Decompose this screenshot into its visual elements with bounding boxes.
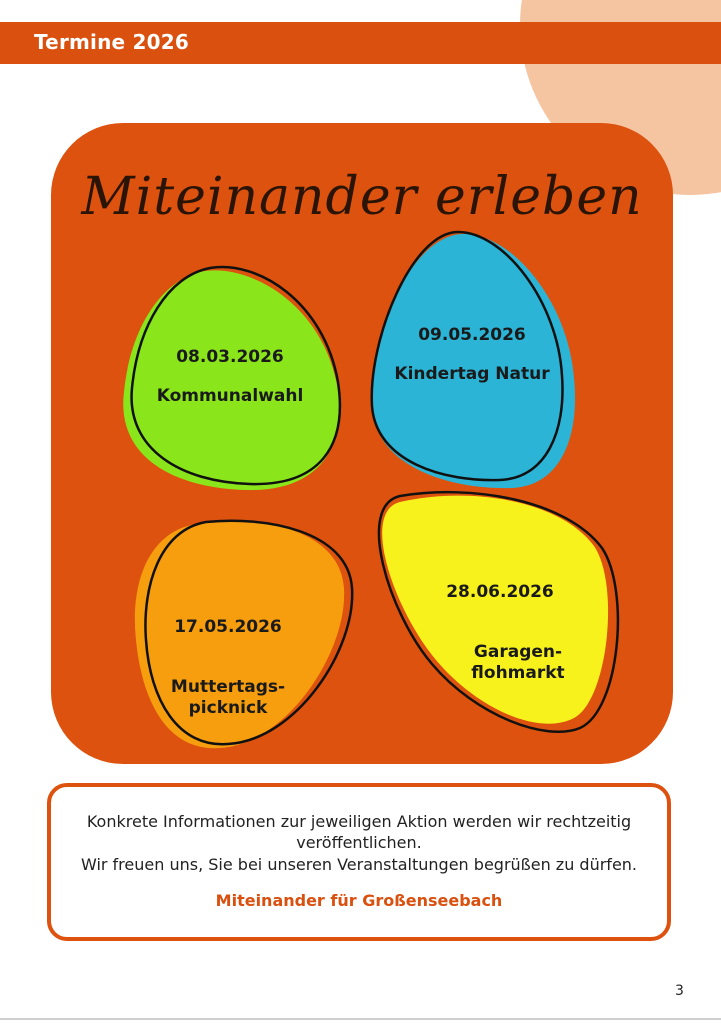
page-number: 3 <box>675 983 684 999</box>
event-kommunalwahl <box>140 347 320 407</box>
panel-title: Miteinander erleben <box>81 167 643 227</box>
info-text-1: Konkrete Informationen zur jeweiligen Aktion werden wir rechtzeitig veröffentlichen. <box>86 812 632 852</box>
info-signature: Miteinander für Großenseebach <box>215 891 503 910</box>
event-name: Kommunalwahl <box>156 386 304 406</box>
event-date: 28.06.2026 <box>446 582 554 602</box>
event-date: 08.03.2026 <box>176 347 284 367</box>
event-muttertag <box>138 596 318 719</box>
event-kindertag <box>382 325 562 385</box>
event-name: Muttertags- picknick <box>170 677 286 718</box>
event-flohmarkt <box>410 561 590 684</box>
info-text-2: Wir freuen uns, Sie bei unseren Veranstaltungen begrüßen zu dürfen. <box>80 855 638 874</box>
event-name: Kindertag Natur <box>394 364 550 384</box>
header-title: Termine 2026 <box>34 30 189 54</box>
event-date: 17.05.2026 <box>174 617 282 637</box>
event-date: 09.05.2026 <box>418 325 526 345</box>
event-name: Garagen- flohmarkt <box>471 642 565 683</box>
